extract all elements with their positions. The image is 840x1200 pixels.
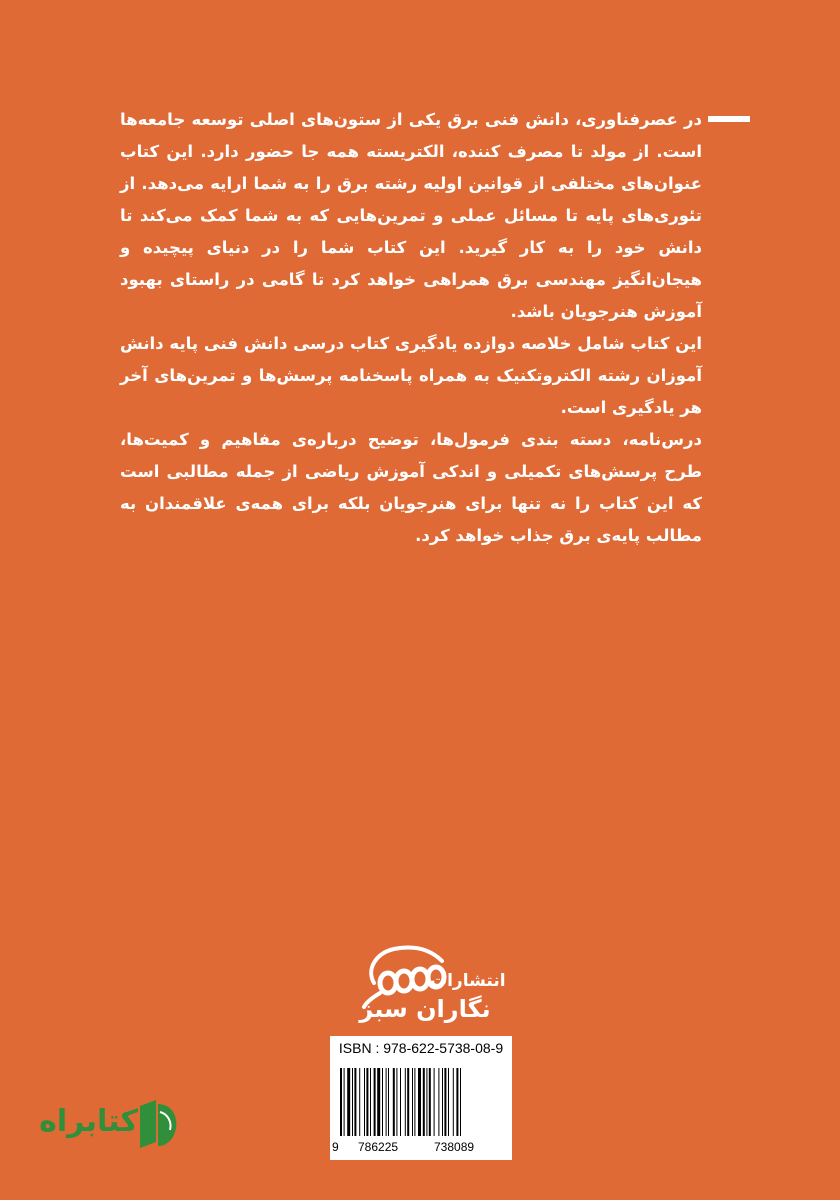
barcode-digit-group-left: 786225 bbox=[358, 1140, 399, 1154]
paragraph-intro: در عصرفناوری، دانش فنی برق یکی از ستون‌های اصلی توسعه جامعه‌ها است. از مولد تا مصرف کننده، الکتریسته همه جا حضور دارد. این کتاب عنوان‌های مختلفی از قوانین اولیه رشته برق را به شما ارایه می‌دهد. از تئوری‌های پایه تا مسائل عملی و تمرین‌هایی که به شما کمک می‌کند تا دانش خود را به کار گیرید. این کتاب شما را در دنیای پیچیده و هیجان‌انگیز مهندسی برق همراهی خواهد کرد تا گامی در راستای بهبود آموزش هنرجویان باشد. bbox=[120, 110, 702, 321]
store-name: کتابراه bbox=[39, 1104, 138, 1139]
paragraph-features: درس‌نامه، دسته بندی فرمول‌ها، توضیح درباره‌ی مفاهیم و کمیت‌ها، طرح پرسش‌های تکمیلی و اندکی آموزش ریاضی از جمله مطالبی است که این کتاب را نه تنها برای هنرجویان بلکه برای همه‌ی علاقمندان به مطالب پایه‌ی برق جذاب خواهد کرد. bbox=[120, 430, 702, 545]
barcode-digit-first: 9 bbox=[332, 1140, 339, 1154]
book-leaf-icon bbox=[134, 1098, 180, 1150]
barcode-icon bbox=[340, 1068, 502, 1136]
paragraph-contents: این کتاب شامل خلاصه دوازده یادگیری کتاب درسی دانش فنی پایه دانش آموزان رشته الکتروتکنیک به همراه پاسخنامه پرسش‌ها و تمرین‌های آخر هر یادگیری است. bbox=[120, 334, 702, 417]
publisher-label: انتشارات bbox=[430, 971, 506, 991]
publisher-block bbox=[340, 935, 506, 1035]
publisher-name: نگاران سبز bbox=[359, 995, 491, 1023]
decorative-dash bbox=[708, 116, 750, 122]
back-cover-text bbox=[120, 104, 702, 552]
isbn-label: ISBN : 978-622-5738-08-9 bbox=[338, 1040, 504, 1056]
barcode-box bbox=[330, 1036, 512, 1160]
ketabrah-logo bbox=[38, 1098, 178, 1158]
barcode-digit-group-right: 738089 bbox=[434, 1140, 475, 1154]
